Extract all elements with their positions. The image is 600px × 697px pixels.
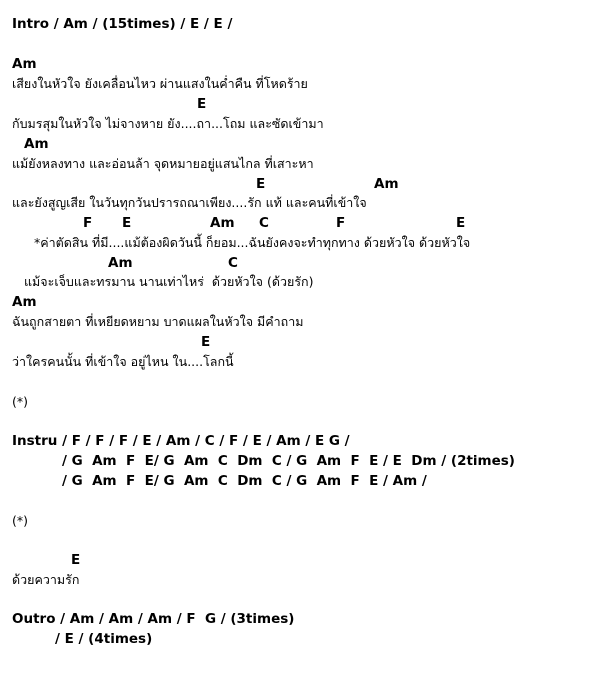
verse1-lyric-3: แม้ยังหลงทาง และอ่อนล้า จุดหมายอยู่แสนไกล ที่เสาะหา xyxy=(12,156,314,171)
verse1-chord-3: Am xyxy=(24,136,49,152)
instru-line-3: / G Am F E/ G Am C Dm C / G Am F E / Am / xyxy=(62,473,427,489)
ending-lyric: ด้วยความรัก xyxy=(12,572,80,587)
outro-line-2: / E / (4times) xyxy=(55,631,153,647)
verse1-lyric-2: กับมรสุมในหัวใจ ไม่จางหาย ยัง....ถา...โถม และซัดเข้ามา xyxy=(12,116,324,131)
verse1-lyric-4: และยังสูญเสีย ในวันทุกวันปรารถณาเพียง....รัก แท้ และคนที่เข้าใจ xyxy=(12,195,367,210)
instru-line-1: Instru / F / F / F / E / Am / C / F / E / Am / E G / xyxy=(12,433,350,449)
verse2-lyric-2: ว่าใครคนนั้น ที่เข้าใจ อยู่ไหน ใน....โลกนี้ xyxy=(12,354,234,369)
chorus-repeat-mark-2: (*) xyxy=(12,513,29,528)
verse1-chord-4b: Am xyxy=(374,176,399,192)
verse2-chord-2: E xyxy=(201,334,211,350)
chorus-chord-c1: C xyxy=(259,215,269,231)
verse1-lyric-1: เสียงในหัวใจ ยังเคลื่อนไหว ผ่านแสงในค่ำคืน ที่โหดร้าย xyxy=(12,76,308,91)
verse1-chord: Am xyxy=(12,56,37,72)
chorus-lyric-2: แม้จะเจ็บและทรมาน นานเท่าไหร่ ด้วยหัวใจ (ด้วยรัก) xyxy=(24,274,314,289)
intro-line: Intro / Am / (15times) / E / E / xyxy=(12,16,233,32)
chorus-chord-am1: Am xyxy=(210,215,235,231)
verse2-chord: Am xyxy=(12,294,37,310)
chorus-chord-f2: F xyxy=(336,215,346,231)
chorus-chord-c2: C xyxy=(228,255,238,271)
verse2-lyric-1: ฉันถูกสายตา ที่เหยียดหยาม บาดแผลในหัวใจ มีคำถาม xyxy=(12,314,304,329)
chorus-chord-f1: F xyxy=(83,215,93,231)
verse1-chord-2: E xyxy=(197,96,207,112)
verse1-chord-4a: E xyxy=(256,176,266,192)
chorus-chord-am2: Am xyxy=(108,255,133,271)
outro-line-1: Outro / Am / Am / Am / F G / (3times) xyxy=(12,611,295,627)
chorus-lyric-1: *ค่าตัดสิน ที่มี....แม้ต้องผิดวันนี้ ก็ยอม...ฉันยังคงจะทำทุกทาง ด้วยหัวใจ ด้วยหัวใจ xyxy=(34,235,471,250)
chorus-chord-e2: E xyxy=(456,215,466,231)
chorus-repeat-mark: (*) xyxy=(12,394,29,409)
chorus-chord-e1: E xyxy=(122,215,132,231)
ending-chord: E xyxy=(71,552,81,568)
instru-line-2: / G Am F E/ G Am C Dm C / G Am F E / E Dm / (2times) xyxy=(62,453,515,469)
